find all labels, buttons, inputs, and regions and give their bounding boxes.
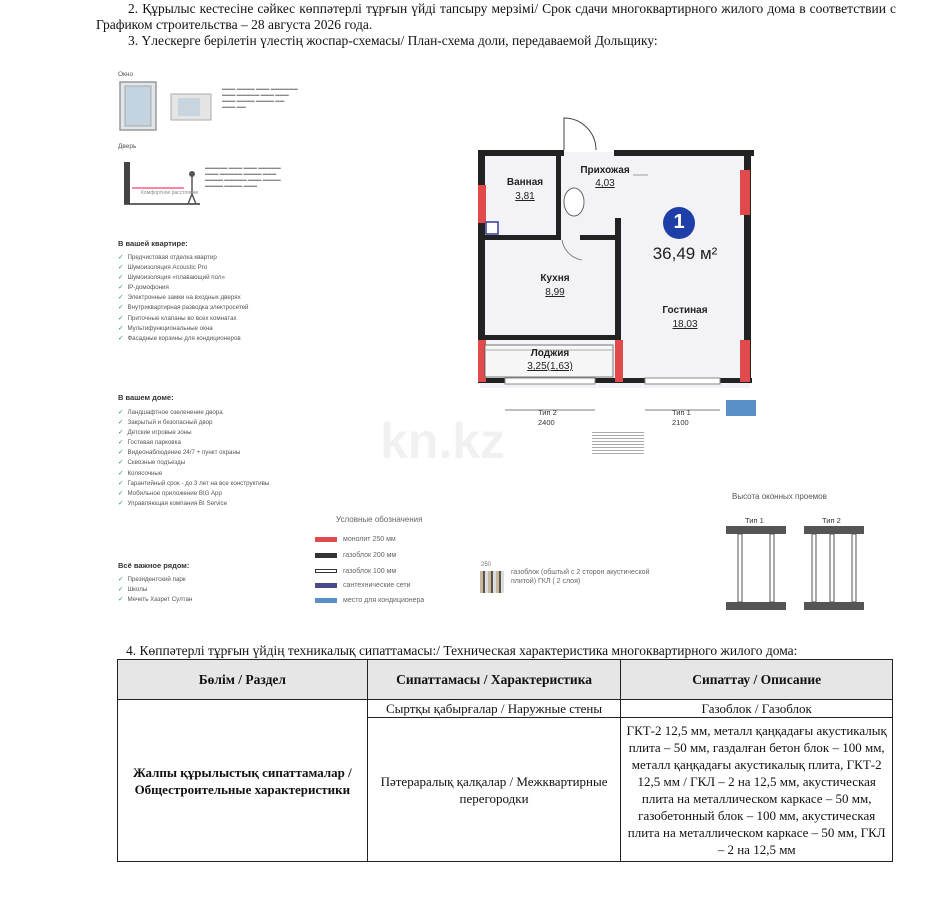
legend-swatch	[315, 583, 337, 588]
list-item: ✓ Детские игровые зоны	[118, 429, 192, 437]
check-icon: ✓	[118, 596, 124, 604]
legend-item: газоблок 200 мм	[315, 550, 396, 560]
table-row	[118, 700, 893, 718]
list-item: ✓ Управляющая компания BI Service	[118, 499, 228, 507]
legend-swatch	[315, 553, 337, 558]
check-icon: ✓	[118, 479, 124, 487]
description-cell: Газоблок / Газоблок	[621, 700, 893, 718]
legend-item: место для кондиционера	[315, 595, 424, 605]
check-icon: ✓	[118, 264, 124, 272]
watermark: kn.kz	[380, 413, 506, 469]
check-icon: ✓	[118, 429, 124, 437]
legend-item: газоблок 100 мм	[315, 566, 396, 576]
check-icon: ✓	[118, 459, 124, 467]
characteristic-cell: Пәтераралық қалқалар / Межквартирные перегородки	[367, 718, 621, 862]
window-type-name: Тип 1	[672, 408, 691, 417]
list-item: ✓ Ландшафтное озеленение двора	[118, 409, 223, 416]
partition-size-label: 250	[481, 562, 492, 568]
list-item: ✓ Электронные замки на входных дверях	[118, 294, 241, 302]
list-item: ✓ Закрытый и безопасный двор	[118, 419, 213, 427]
apartment-number: 1	[673, 211, 685, 233]
room-name-hallway: Прихожая	[580, 165, 630, 176]
heights-title: Высота оконных проемов	[732, 492, 827, 501]
header-description: Сипаттау / Описание	[621, 660, 893, 700]
blurred-stamp	[592, 430, 644, 454]
legend-item: монолит 250 мм	[315, 534, 396, 544]
room-name-kitchen: Кухня	[540, 273, 570, 284]
in-apartment-title: В вашей квартире:	[118, 239, 188, 248]
check-icon: ✓	[118, 314, 124, 322]
legend-title: Условные обозначения	[336, 515, 423, 524]
list-item: ✓ Гостевая парковка	[118, 439, 181, 447]
list-item: ✓ IP-домофония	[118, 284, 169, 292]
floor-plan	[470, 110, 770, 440]
list-item: ✓ Гарантийный срок - до 3 лет на все конструктивы	[118, 479, 270, 487]
legend-swatch	[315, 537, 337, 542]
list-item: ✓ Видеонаблюдение 24/7 + пункт охраны	[118, 449, 241, 457]
list-item: ✓ Фасадные корзины для кондиционеров	[118, 334, 241, 342]
in-house-list	[118, 408, 269, 509]
window-illustration	[116, 80, 216, 136]
window-type-width: 2400	[538, 418, 555, 427]
in-apartment-list	[118, 253, 249, 344]
door-label: Дверь	[118, 143, 137, 150]
heights-type-1: Тип 1	[745, 516, 764, 525]
door-note: ▬▬▬▬▬ ▬▬▬ ▬▬▬ ▬▬▬▬▬ ▬▬▬ ▬▬▬▬▬ ▬▬▬▬ ▬▬▬ ▬▬▬▬ ▬▬▬▬▬ ▬▬▬ ▬▬▬▬ ▬▬▬▬ ▬▬▬▬ ▬▬▬	[205, 165, 281, 188]
partition-note: газоблок (обштый с 2 сторон акустической плитой) ГКЛ ( 2 слоя)	[511, 569, 650, 585]
window-heights-drawing	[726, 526, 866, 610]
floor-plan-drawing	[470, 110, 770, 440]
check-icon: ✓	[118, 409, 124, 416]
paragraph-plan-title: 3. Үлескерге берілетін үлестің жоспар-схемасы/ План-схема доли, передаваемой Дольщику:	[128, 33, 658, 48]
legend-swatch	[315, 598, 337, 603]
header-section: Бөлім / Раздел	[118, 660, 368, 700]
check-icon: ✓	[118, 324, 124, 332]
characteristic-cell: Сыртқы қабырғалар / Наружные стены	[367, 700, 621, 718]
table-header-row	[118, 660, 893, 700]
nearby-title: Всё важное рядом:	[118, 561, 190, 570]
check-icon: ✓	[118, 489, 124, 497]
paragraph-technical-title: 4. Көппәтерлі тұрғын үйдің техникалық сипаттамасы:/ Техническая характеристика многоквартирного жилого дома:	[126, 643, 798, 658]
list-item: ✓ Приточные клапаны во всех комнатах	[118, 314, 237, 322]
heights-type-2: Тип 2	[822, 516, 841, 525]
check-icon: ✓	[118, 586, 124, 594]
check-icon: ✓	[118, 304, 124, 312]
comfort-distance-label: Комфортное расстояние	[141, 190, 199, 196]
room-area-living: 18,03	[672, 319, 698, 330]
room-name-loggia: Лоджия	[530, 348, 570, 359]
list-item: ✓ Колясочные	[118, 469, 163, 477]
check-icon: ✓	[118, 449, 124, 457]
paragraph-delivery-date: 2. Құрылыс кестесіне сәйкес көппәтерлі тұрғын үйді тапсыру мерзімі/ Срок сдачи многоквартирного жилого дома в соответствии с Графиком строительства – 28 августа 2026 года.	[96, 1, 896, 32]
check-icon: ✓	[118, 576, 124, 583]
description-cell: ГКТ-2 12,5 мм, металл қаңқадағы акустикалық плита – 50 мм, газдалған бетон блок – 100 мм, металл қаңқадағы акустикалық плита, ГКТ-2 12,5 мм / ГКЛ – 2 на 12,5 мм, акустическая плита на металлическом каркасе – 50 мм, газобетонный блок – 100 мм, акустическая плита на металлическом каркасе – 50 мм, ГКЛ – 2 на 12,5 мм	[621, 718, 893, 862]
list-item: ✓ Предчистовая отделка квартир	[118, 254, 217, 261]
header-characteristic: Сипаттамасы / Характеристика	[367, 660, 621, 700]
check-icon: ✓	[118, 274, 124, 282]
check-icon: ✓	[118, 499, 124, 507]
list-item: ✓ Шумоизоляция Acoustic Pro	[118, 264, 208, 272]
section-cell: Жалпы құрылыстық сипаттамалар / Общестроительные характеристики	[118, 700, 368, 862]
window-label: Окно	[118, 71, 134, 78]
room-name-living: Гостиная	[662, 305, 708, 316]
window-type-width: 2100	[672, 418, 689, 427]
legend-swatch	[315, 569, 337, 573]
room-area-loggia: 3,25(1,63)	[527, 361, 573, 372]
legend-item: сантехнические сети	[315, 580, 411, 590]
technical-table	[117, 659, 893, 862]
list-item: ✓ Мобильное приложение BIG App	[118, 489, 222, 497]
total-area: 36,49 м²	[652, 244, 718, 263]
room-name-bathroom: Ванная	[506, 177, 544, 188]
partition-swatch	[480, 571, 504, 593]
check-icon: ✓	[118, 334, 124, 342]
room-area-kitchen: 8,99	[545, 287, 565, 298]
door-illustration	[116, 152, 206, 210]
window-type-name: Тип 2	[538, 408, 557, 417]
nearby-list	[118, 575, 192, 605]
window-note: ▬▬▬ ▬▬▬▬ ▬▬▬ ▬▬▬▬▬▬ ▬▬▬ ▬▬▬▬▬ ▬▬▬ ▬▬▬ ▬▬▬ ▬▬▬▬ ▬▬▬▬ ▬▬ ▬▬▬ ▬▬	[222, 86, 298, 109]
in-house-title: В вашем доме:	[118, 393, 174, 402]
list-item: ✓ Сквозные подъезды	[118, 459, 186, 467]
list-item: ✓ Президентский парк	[118, 576, 186, 583]
room-area-bathroom: 3,81	[515, 191, 535, 202]
list-item: ✓ Мультифункциональные окна	[118, 324, 213, 332]
list-item: ✓ Шумоизоляция «плавающий пол»	[118, 274, 225, 282]
list-item: ✓ Внутриквартирная разводка электросетей	[118, 304, 249, 312]
room-area-hallway: 4,03	[595, 178, 615, 189]
list-item: ✓ Школы	[118, 586, 148, 594]
list-item: ✓ Мечеть Хазрет Султан	[118, 596, 193, 604]
check-icon: ✓	[118, 254, 124, 261]
check-icon: ✓	[118, 439, 124, 447]
check-icon: ✓	[118, 284, 124, 292]
check-icon: ✓	[118, 469, 124, 477]
check-icon: ✓	[118, 419, 124, 427]
check-icon: ✓	[118, 294, 124, 302]
